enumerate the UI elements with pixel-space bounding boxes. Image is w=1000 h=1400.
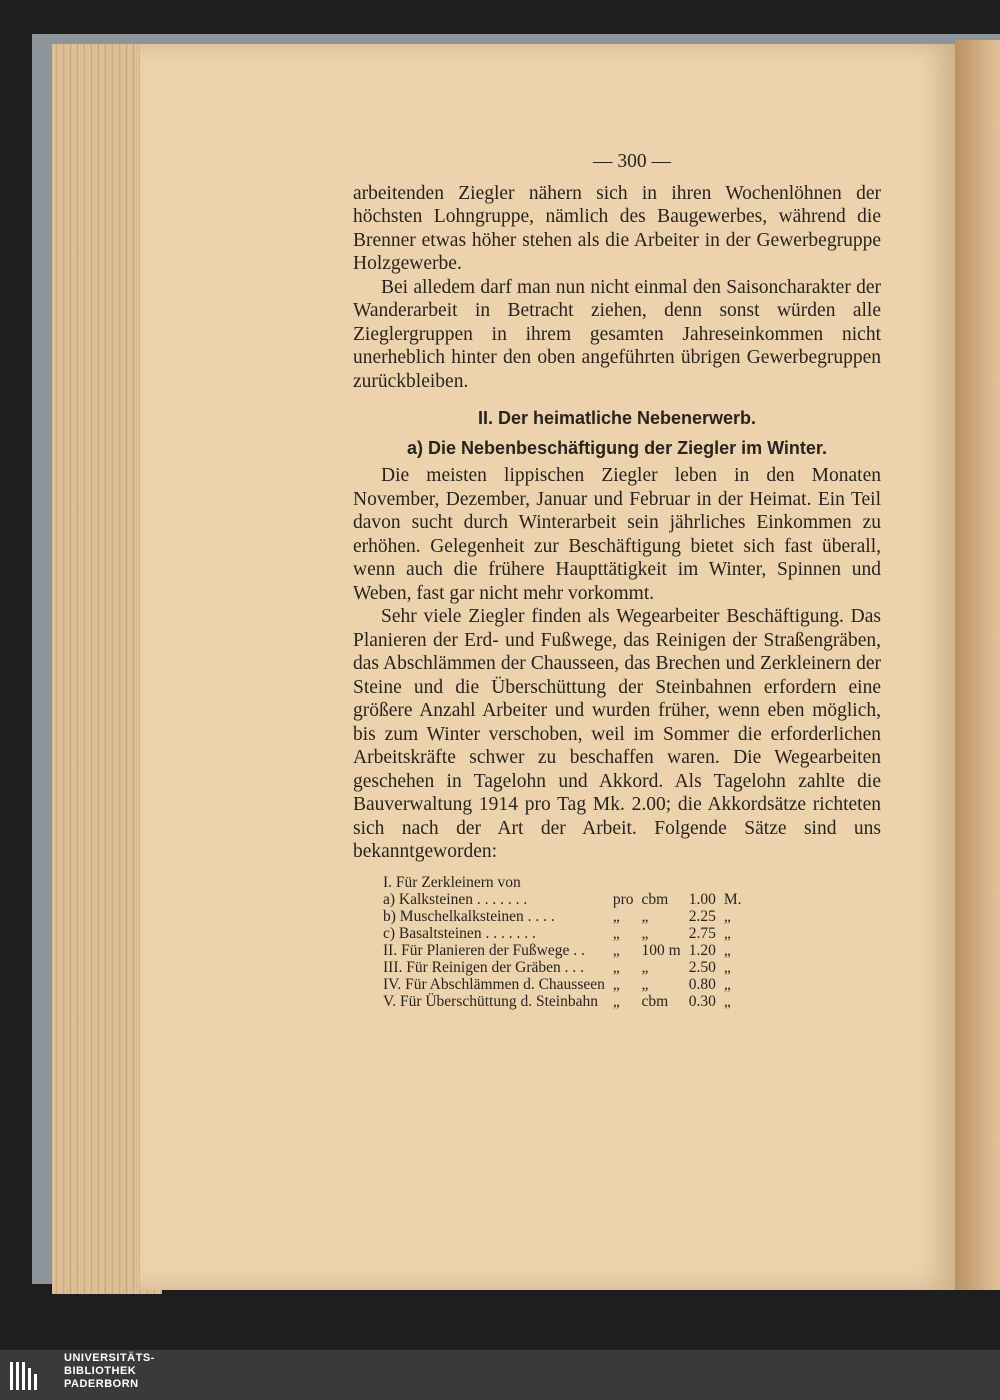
page-text [353, 150, 881, 1010]
rates-row [379, 959, 746, 976]
rate-unit: 100 m [641, 941, 681, 959]
paragraph-continuation: arbeitenden Ziegler nähern sich in ihren Wochenlöhnen der höchsten Lohngruppe, nämlich des Baugewerbes, während die Brenner etwas höher stehen als die Arbeiter in der Gewerbegruppe Holzgewerbe. [353, 182, 881, 274]
paragraph: Die meisten lippischen Ziegler leben in den Monaten November, Dezember, Januar und Februar in der Heimat. Ein Teil davon sucht durch Winterarbeit sein jährliches Einkommen zu erhöhen. Gelegenheit zur Beschäftigung bietet sich fast überall, wenn auch die frühere Haupttätigkeit im Winter, Spinnen und Weben, fast gar nicht mehr vorkommt. [353, 465, 881, 604]
rate-amount: 0.80 [688, 975, 716, 993]
rates-table [379, 874, 746, 1010]
rate-currency [720, 874, 746, 891]
rate-label: IV. Für Abschlämmen d. Chausseen [383, 975, 605, 993]
rate-amount: 0.30 [688, 992, 716, 1010]
subsection-heading: a) Die Nebenbeschäftigung der Ziegler im Winter. [407, 437, 827, 458]
rate-unit: „ [641, 907, 649, 925]
rate-amount: 1.00 [688, 890, 716, 908]
rate-unit: „ [641, 924, 649, 942]
paragraph: Bei alledem darf man nun nicht einmal den Saisoncharakter der Wanderarbeit in Betracht ziehen, denn sonst würden alle Zieglergruppen in ihrem gesamten Jahreseinkommen nicht unerheblich hinter den oben angeführten übrigen Gewerbegruppen zurückbleiben. [353, 276, 881, 392]
rate-per: „ [612, 924, 620, 942]
rate-amount: 2.25 [688, 907, 716, 925]
paragraph: Sehr viele Ziegler finden als Wegearbeiter Beschäftigung. Das Planieren der Erd- und Fußwege, das Reinigen der Straßengräben, das Abschlämmen der Chausseen, das Brechen und Zerkleinern der Steine und die Überschüttung der Steinbahnen erfordern eine größere Anzahl Arbeiter und wurden früher, wenn eben möglich, bis zum Winter verschoben, weil im Sommer die erforderlichen Arbeitskräfte schwer zu beschaffen waren. Die Wegearbeiten geschehen in Tagelohn und Akkord. Als Tagelohn zahlte die Bauverwaltung 1914 pro Tag Mk. 2.00; die Akkordsätze richteten sich nach der Art der Arbeit. Folgende Sätze sind uns bekanntgeworden: [353, 606, 881, 862]
rate-currency: „ [723, 924, 731, 942]
page-number: — 300 — [593, 151, 671, 172]
rate-unit: cbm [641, 992, 669, 1010]
library-logo-text [64, 1352, 155, 1391]
library-logo-icon [8, 1358, 46, 1394]
logo-line: PADERBORN [64, 1378, 139, 1390]
rate-per [609, 874, 638, 891]
rate-amount [685, 874, 720, 891]
rate-currency: „ [723, 907, 731, 925]
rate-amount: 2.75 [688, 924, 716, 942]
rates-row [379, 993, 746, 1010]
rate-per: „ [612, 992, 620, 1010]
rate-per: pro [612, 890, 634, 908]
rate-currency: „ [723, 941, 731, 959]
rates-row [379, 874, 746, 891]
rates-row [379, 976, 746, 993]
logo-line: BIBLIOTHEK [64, 1365, 137, 1377]
logo-line: UNIVERSITÄTS- [64, 1352, 155, 1364]
rates-row [379, 891, 746, 908]
facing-page-edge [955, 40, 1000, 1290]
rate-per: „ [612, 975, 620, 993]
rate-currency: „ [723, 975, 731, 993]
rate-unit: cbm [641, 890, 669, 908]
rate-label: III. Für Reinigen der Gräben . . . [383, 958, 585, 976]
rate-label: I. Für Zerkleinern von [383, 873, 521, 891]
rate-amount: 1.20 [688, 941, 716, 959]
rates-row [379, 942, 746, 959]
rate-per: „ [612, 958, 620, 976]
rate-currency: M. [723, 890, 742, 908]
section-heading: II. Der heimatliche Nebenerwerb. [477, 408, 757, 428]
rate-unit: „ [641, 975, 649, 993]
rates-row [379, 925, 746, 942]
rate-per: „ [612, 941, 620, 959]
rate-currency: „ [723, 992, 731, 1010]
rates-row [379, 908, 746, 925]
library-footer [0, 1350, 1000, 1400]
rate-currency: „ [723, 958, 731, 976]
rate-amount: 2.50 [688, 958, 716, 976]
rate-label: II. Für Planieren der Fußwege . . [383, 941, 585, 959]
rate-label: V. Für Überschüttung d. Steinbahn [383, 992, 598, 1010]
rate-unit: „ [641, 958, 649, 976]
rate-per: „ [612, 907, 620, 925]
rate-unit [638, 874, 685, 891]
rate-label: b) Muschelkalksteinen . . . . [383, 907, 555, 925]
rate-label: a) Kalksteinen . . . . . . . [383, 890, 528, 908]
rate-label: c) Basaltsteinen . . . . . . . [383, 924, 536, 942]
